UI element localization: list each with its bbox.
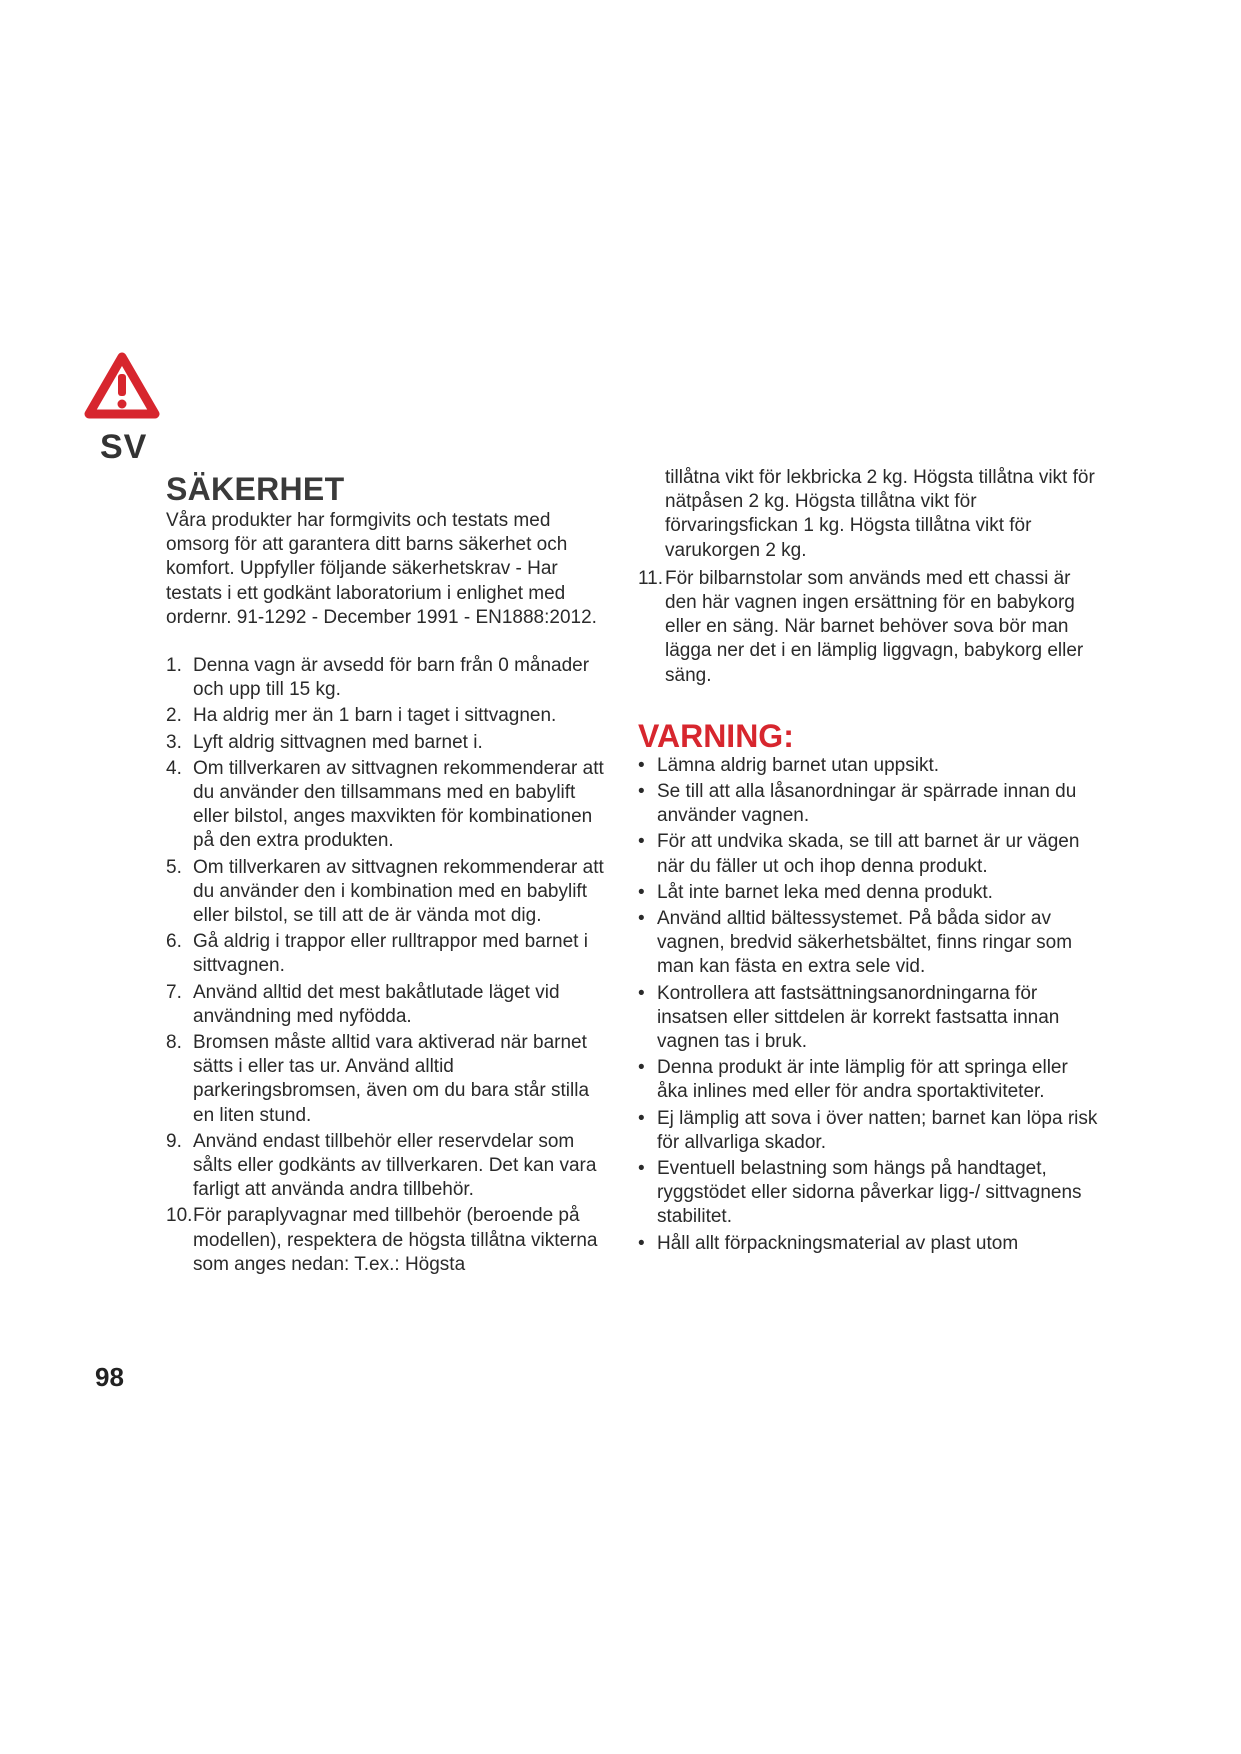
- list-item: 7. Använd alltid det mest bakåtlutade läget vid användning med nyfödda.: [166, 981, 560, 1027]
- list-item: • Låt inte barnet leka med denna produkt.: [638, 881, 1098, 905]
- list-item: 10. För paraplyvagnar med tillbehör (beroende på modellen), respektera de högsta tillåtna vikterna som anges nedan: T.ex.: Högsta: [166, 1205, 598, 1275]
- list-item: • Använd alltid bältessystemet. På båda sidor av vagnen, bredvid säkerhetsbältet, finns ringar som man kan fästa en extra sele vid.: [638, 907, 1098, 980]
- list-item: 6. Gå aldrig i trappor eller rulltrappor med barnet i sittvagnen.: [166, 931, 588, 977]
- left-column: [166, 470, 611, 1279]
- list-item: • Denna produkt är inte lämplig för att springa eller åka inlines med eller för andra sportaktiviteter.: [638, 1056, 1098, 1104]
- list-item: 11. För bilbarnstolar som används med ett chassi är den här vagnen ingen ersättning för en babykorg eller en säng. När barnet behöver sova bör man lägga ner det i en lämplig liggvagn, babykorg eller säng.: [638, 567, 1084, 686]
- list-item: 2. Ha aldrig mer än 1 barn i taget i sittvagnen.: [166, 705, 557, 727]
- warnings-list: [638, 754, 1098, 1256]
- right-column: [638, 466, 1098, 1258]
- list-item: • Eventuell belastning som hängs på handtaget, ryggstödet eller sidorna påverkar ligg-/ sittvagnens stabilitet.: [638, 1157, 1098, 1230]
- continuation-paragraph: tillåtna vikt för lekbricka 2 kg. Högsta tillåtna vikt för nätpåsen 2 kg. Högsta tillåtna vikt för förvaringsfickan 1 kg. Högsta tillåtna vikt för varukorgen 2 kg.: [665, 467, 1095, 561]
- safety-rules-list: [166, 654, 611, 1277]
- warning-heading: VARNING:: [638, 717, 794, 754]
- list-item: • För att undvika skada, se till att barnet är ur vägen när du fäller ut och ihop denna produkt.: [638, 830, 1098, 878]
- list-item: 4. Om tillverkaren av sittvagnen rekommenderar att du använder den tillsammans med en babylift eller bilstol, anges maxvikten för kombinationen på den extra produkten.: [166, 757, 604, 852]
- list-item: 9. Använd endast tillbehör eller reservdelar som sålts eller godkänts av tillverkaren. Det kan vara farligt att använda andra tillbehör.: [166, 1130, 597, 1201]
- list-item: • Håll allt förpackningsmaterial av plast utom: [638, 1232, 1098, 1256]
- warning-triangle-icon: [82, 350, 162, 422]
- list-item: 3. Lyft aldrig sittvagnen med barnet i.: [166, 731, 483, 753]
- safety-rules-list-continued: [638, 567, 1098, 688]
- list-item: 1. Denna vagn är avsedd för barn från 0 månader och upp till 15 kg.: [166, 655, 590, 701]
- list-item: 5. Om tillverkaren av sittvagnen rekommenderar att du använder den i kombination med en babylift eller bilstol, se till att de är vända mot dig.: [166, 856, 604, 927]
- list-item: 8. Bromsen måste alltid vara aktiverad när barnet sätts i eller tas ur. Använd alltid parkeringsbromsen, även om du bara står stilla en liten stund.: [166, 1032, 590, 1126]
- list-item: • Lämna aldrig barnet utan uppsikt.: [638, 754, 1098, 778]
- page-number: 98: [95, 1362, 124, 1392]
- section-title: SÄKERHET: [166, 471, 345, 507]
- language-code: SV: [100, 428, 148, 466]
- intro-paragraph: Våra produkter har formgivits och testats med omsorg för att garantera ditt barns säkerhet och komfort. Uppfyller följande säkerhetskrav - Har testats i ett godkänt laboratorium i enlighet med ordernr. 91-1292 - December 1991 - EN1888:2012.: [166, 510, 597, 628]
- list-item: • Kontrollera att fastsättningsanordningarna för insatsen eller sittdelen är korrekt fastsatta innan vagnen tas i bruk.: [638, 982, 1098, 1055]
- list-item: • Ej lämplig att sova i över natten; barnet kan löpa risk för allvarliga skador.: [638, 1107, 1098, 1155]
- list-item: • Se till att alla låsanordningar är spärrade innan du använder vagnen.: [638, 780, 1098, 828]
